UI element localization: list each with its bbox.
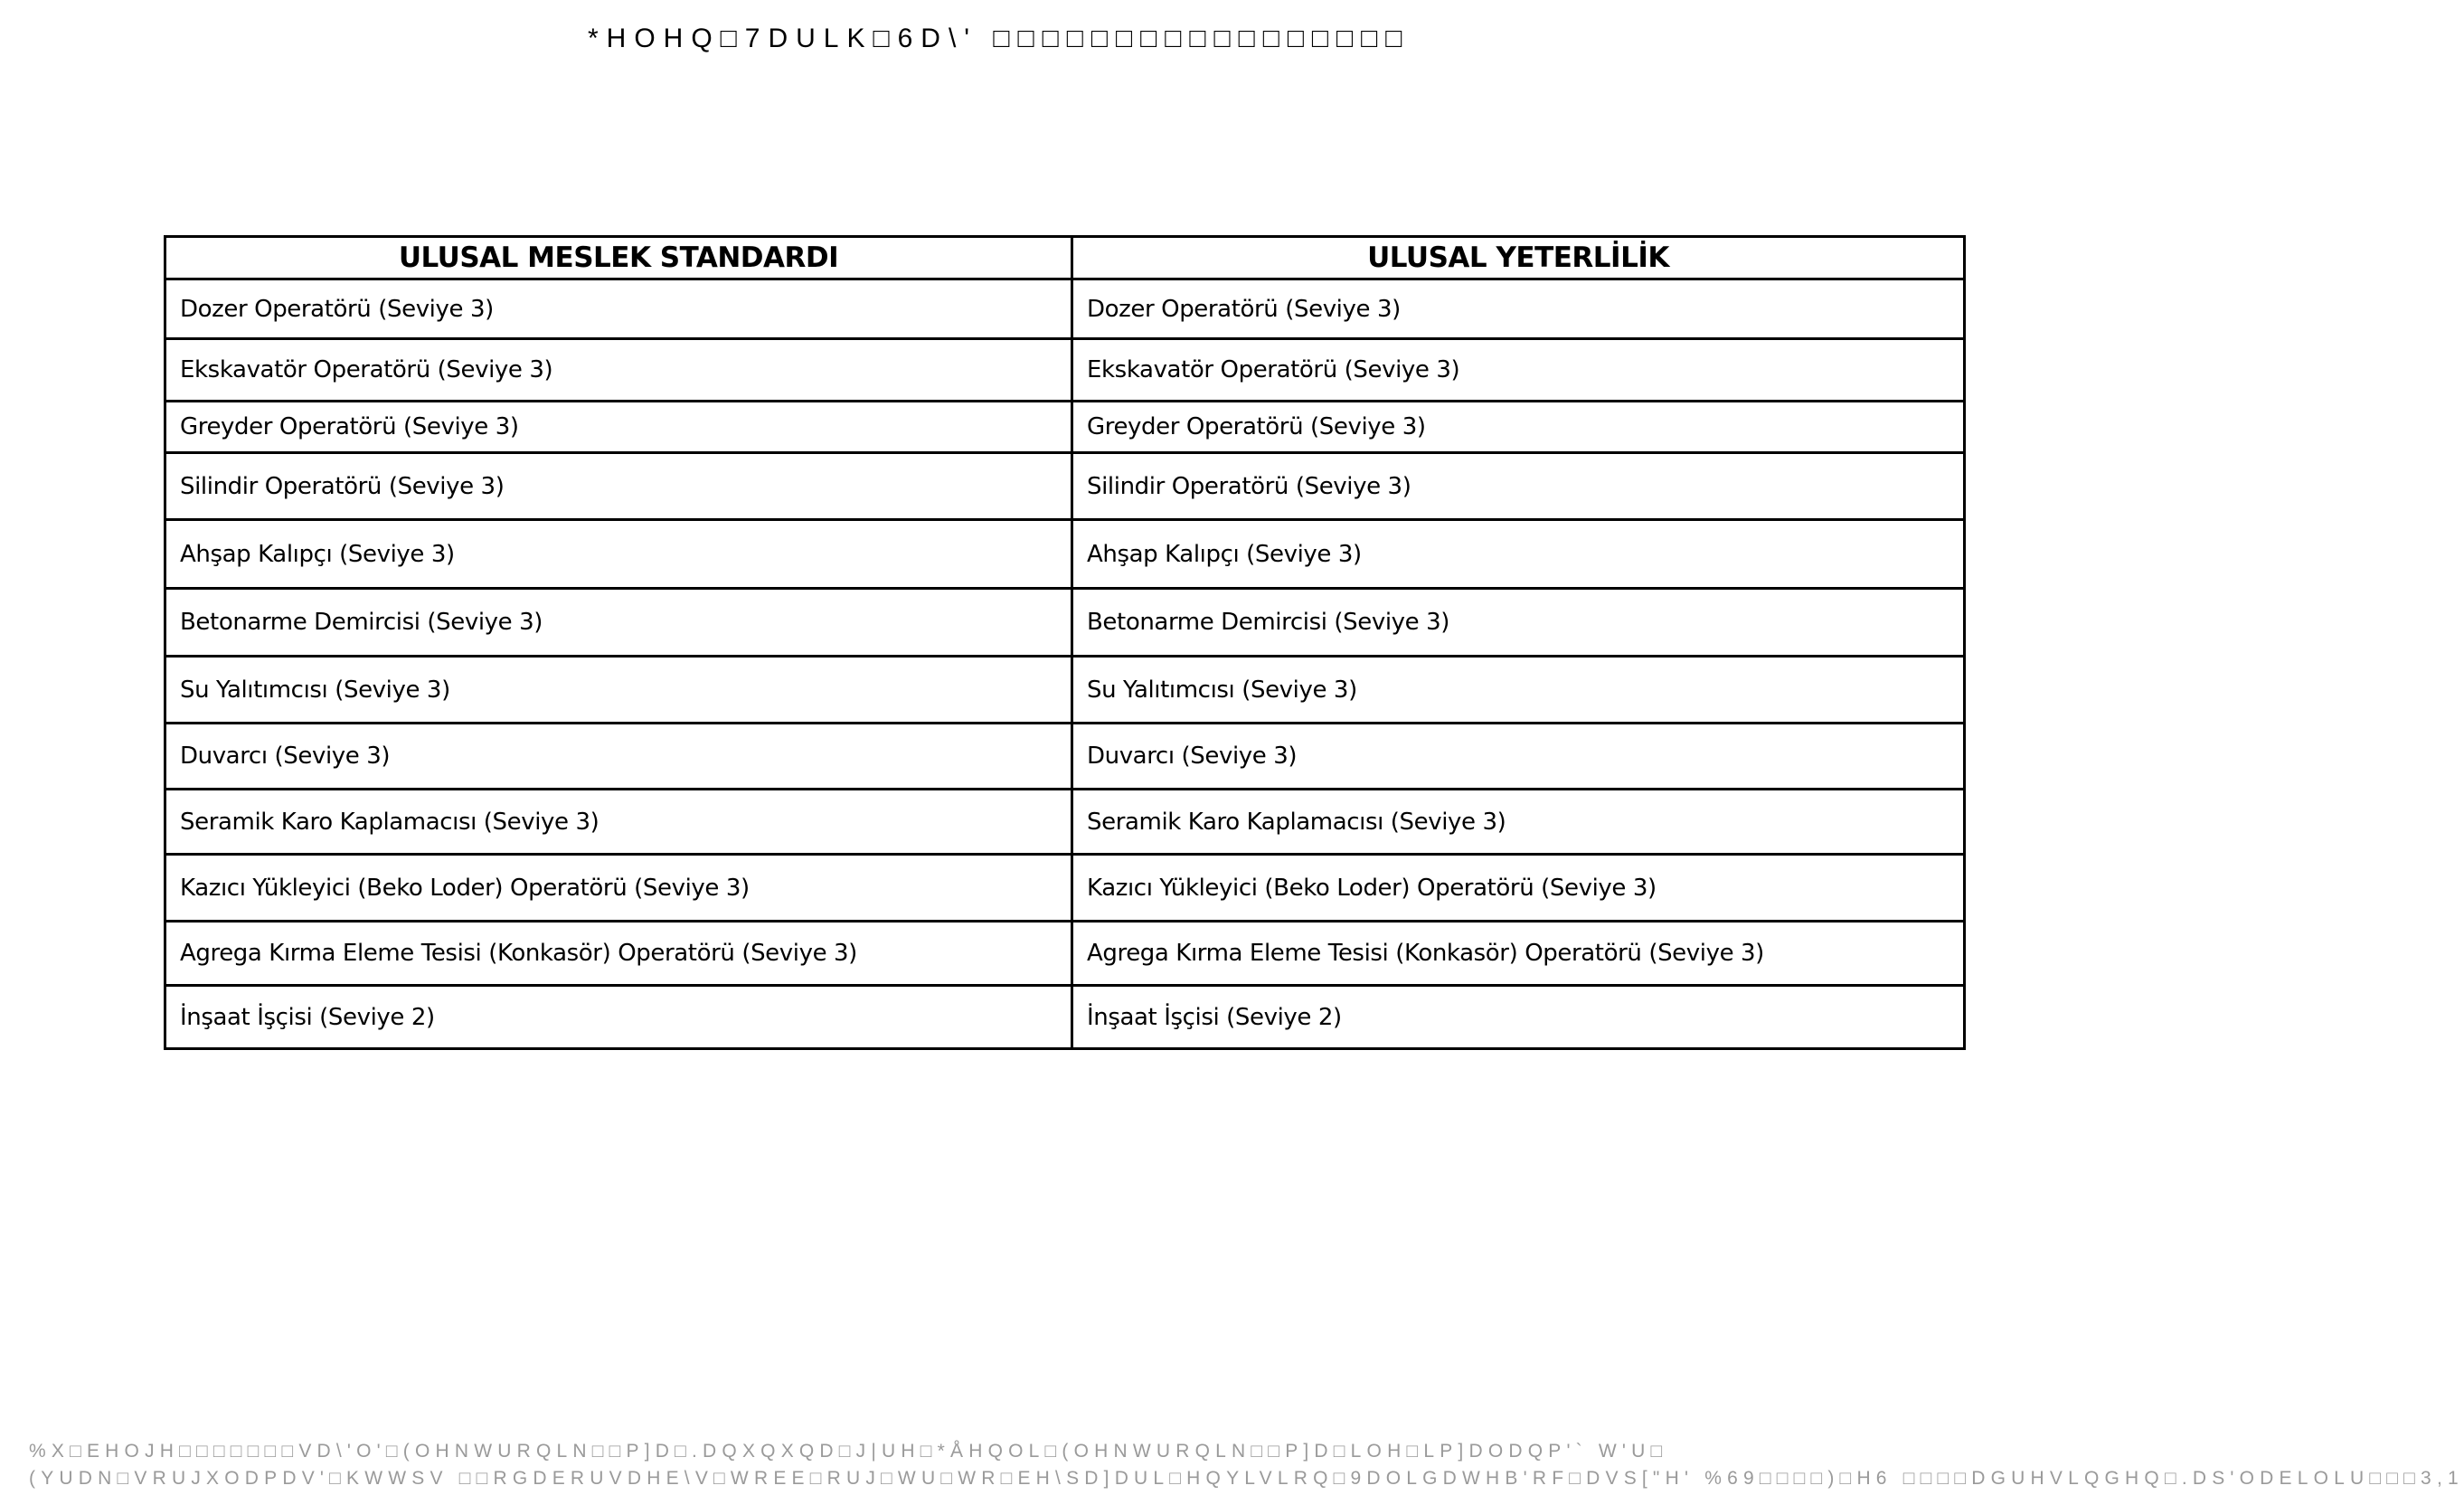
qualification-cell: Silindir Operatörü (Seviye 3) [1072,453,1965,520]
table-row [165,922,1965,986]
table-row [165,279,1965,339]
qualification-cell: İnşaat İşçisi (Seviye 2) [1072,986,1965,1049]
standard-cell: Duvarcı (Seviye 3) [165,724,1072,790]
table-row [165,790,1965,855]
standard-cell: Ahşap Kalıpçı (Seviye 3) [165,520,1072,589]
qualification-cell: Betonarme Demircisi (Seviye 3) [1072,589,1965,657]
table-row [165,520,1965,589]
page-footer [29,1438,2464,1492]
qualification-cell: Duvarcı (Seviye 3) [1072,724,1965,790]
table-header-row [165,237,1965,279]
standard-cell: Ekskavatör Operatörü (Seviye 3) [165,339,1072,402]
qualification-cell: Kazıcı Yükleyici (Beko Loder) Operatörü (Seviye 3) [1072,855,1965,922]
column-header-qualification: ULUSAL YETERLİLİK [1072,237,1965,279]
qualification-cell: Dozer Operatörü (Seviye 3) [1072,279,1965,339]
table-row [165,855,1965,922]
qualification-table [164,235,1966,1050]
standard-cell: Su Yalıtımcısı (Seviye 3) [165,657,1072,724]
footer-line-1: %X□EHOJH□□□□□□□VD\'O'□(OHNWURQLN□□P]D□.DQXQXQD□J|UH□*ÅHQOL□(OHNWURQLN□□P]D□LOH□LP]DODQP'` W'U□ [29,1441,1668,1462]
qualification-cell: Seramik Karo Kaplamacısı (Seviye 3) [1072,790,1965,855]
standard-cell: Betonarme Demircisi (Seviye 3) [165,589,1072,657]
page-header-text: *HOHQ□7DULK□6D\' □□□□□□□□□□□□□□□□□ [588,24,1411,53]
standard-cell: Dozer Operatörü (Seviye 3) [165,279,1072,339]
standard-cell: Agrega Kırma Eleme Tesisi (Konkasör) Operatörü (Seviye 3) [165,922,1072,986]
qualification-cell: Ahşap Kalıpçı (Seviye 3) [1072,520,1965,589]
standard-cell: Kazıcı Yükleyici (Beko Loder) Operatörü (Seviye 3) [165,855,1072,922]
standard-cell: Greyder Operatörü (Seviye 3) [165,402,1072,453]
standard-cell: İnşaat İşçisi (Seviye 2) [165,986,1072,1049]
table-row [165,402,1965,453]
footer-line-2: (YUDN□VRUJXODPDV'□KWWSV □□RGDERUVDHE\V□WREE□RUJ□WU□WR□EH\SD]DUL□HQYLVLRQ□9DOLGDWHB'RF□DVS["H' %69□□□□)□H6 □□□□DGUHVLQGHQ□.DS'ODELOLU□□□3,1 [29,1468,2464,1489]
qualification-cell: Greyder Operatörü (Seviye 3) [1072,402,1965,453]
table-row [165,657,1965,724]
column-header-standard: ULUSAL MESLEK STANDARDI [165,237,1072,279]
table-row [165,339,1965,402]
qualification-cell: Agrega Kırma Eleme Tesisi (Konkasör) Operatörü (Seviye 3) [1072,922,1965,986]
qualification-cell: Su Yalıtımcısı (Seviye 3) [1072,657,1965,724]
standard-cell: Silindir Operatörü (Seviye 3) [165,453,1072,520]
table-row [165,986,1965,1049]
table-row [165,589,1965,657]
table-row [165,724,1965,790]
qualification-cell: Ekskavatör Operatörü (Seviye 3) [1072,339,1965,402]
standard-cell: Seramik Karo Kaplamacısı (Seviye 3) [165,790,1072,855]
table-row [165,453,1965,520]
